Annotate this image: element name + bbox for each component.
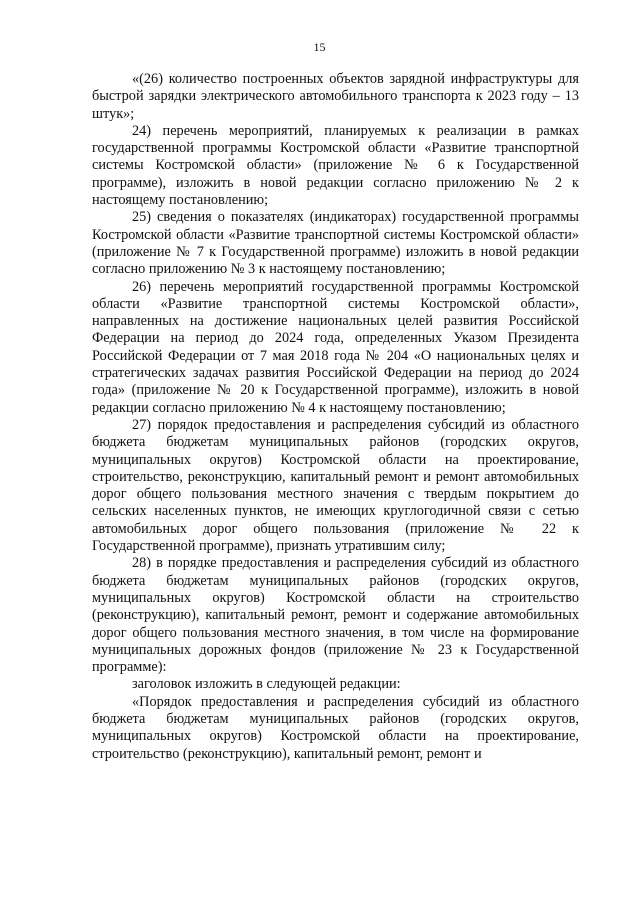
paragraph-26: 26) перечень мероприятий государственной программы Костромской области «Развитие транспортной системы Костромской области», направленных на достижение национальных целей развития Российской Федерации на период до 2024 года, определенных Указом Президента Российской Федерации от 7 мая 2018 года № 204 «О национальных целях и стратегических задачах развития Российской Федерации на период до 2024 года» (приложение № 20 к Государственной программе), изложить в новой редакции согласно приложению № 4 к настоящему постановлению;	[92, 278, 579, 416]
paragraph-item-26-wording: «(26) количество построенных объектов зарядной инфраструктуры для быстрой зарядки электрического автомобильного транспорта к 2023 году – 13 штук»;	[92, 71, 579, 122]
paragraph-27: 27) порядок предоставления и распределения субсидий из областного бюджета бюджетам муниципальных районов (городских округов, муниципальных округов) Костромской области на проектирование, строительство, реконструкцию, капитальный ремонт и ремонт автомобильных дорог общего пользования местного значения с твердым покрытием до сельских населенных пунктов, не имеющих круглогодичной связи с сетью автомобильных дорог общего пользования (приложение № 22 к Государственной программе), признать утратившим силу;	[92, 416, 579, 555]
paragraph-24: 24) перечень мероприятий, планируемых к реализации в рамках государственной программы Костромской области «Развитие транспортной системы Костромской области» (приложение № 6 к Государственной программе), изложить в новой редакции согласно приложению № 2 к настоящему постановлению;	[92, 122, 579, 209]
paragraph-25: 25) сведения о показателях (индикаторах) государственной программы Костромской области «Развитие транспортной системы Костромской области» (приложение № 7 к Государственной программе) изложить в новой редакции согласно приложению № 3 к настоящему постановлению;	[92, 209, 579, 278]
paragraph-new-heading: «Порядок предоставления и распределения субсидий из областного бюджета бюджетам муниципальных районов (городских округов, муниципальных округов) Костромской области на проектирование, строительство (реконструкцию), капитальный ремонт, ремонт и	[92, 693, 579, 762]
paragraph-heading-instruction: заголовок изложить в следующей редакции:	[132, 676, 401, 693]
page-number: 15	[313, 40, 326, 54]
paragraph-28: 28) в порядке предоставления и распределения субсидий из областного бюджета бюджетам муниципальных районов (городских округов, муниципальных округов) Костромской области на строительство (реконструкцию), капитальный ремонт, ремонт и содержание автомобильных дорог общего пользования местного значения, в том числе на формирование муниципальных дорожных фондов (приложение № 23 к Государственной программе):	[92, 555, 579, 676]
document-body	[92, 71, 579, 763]
